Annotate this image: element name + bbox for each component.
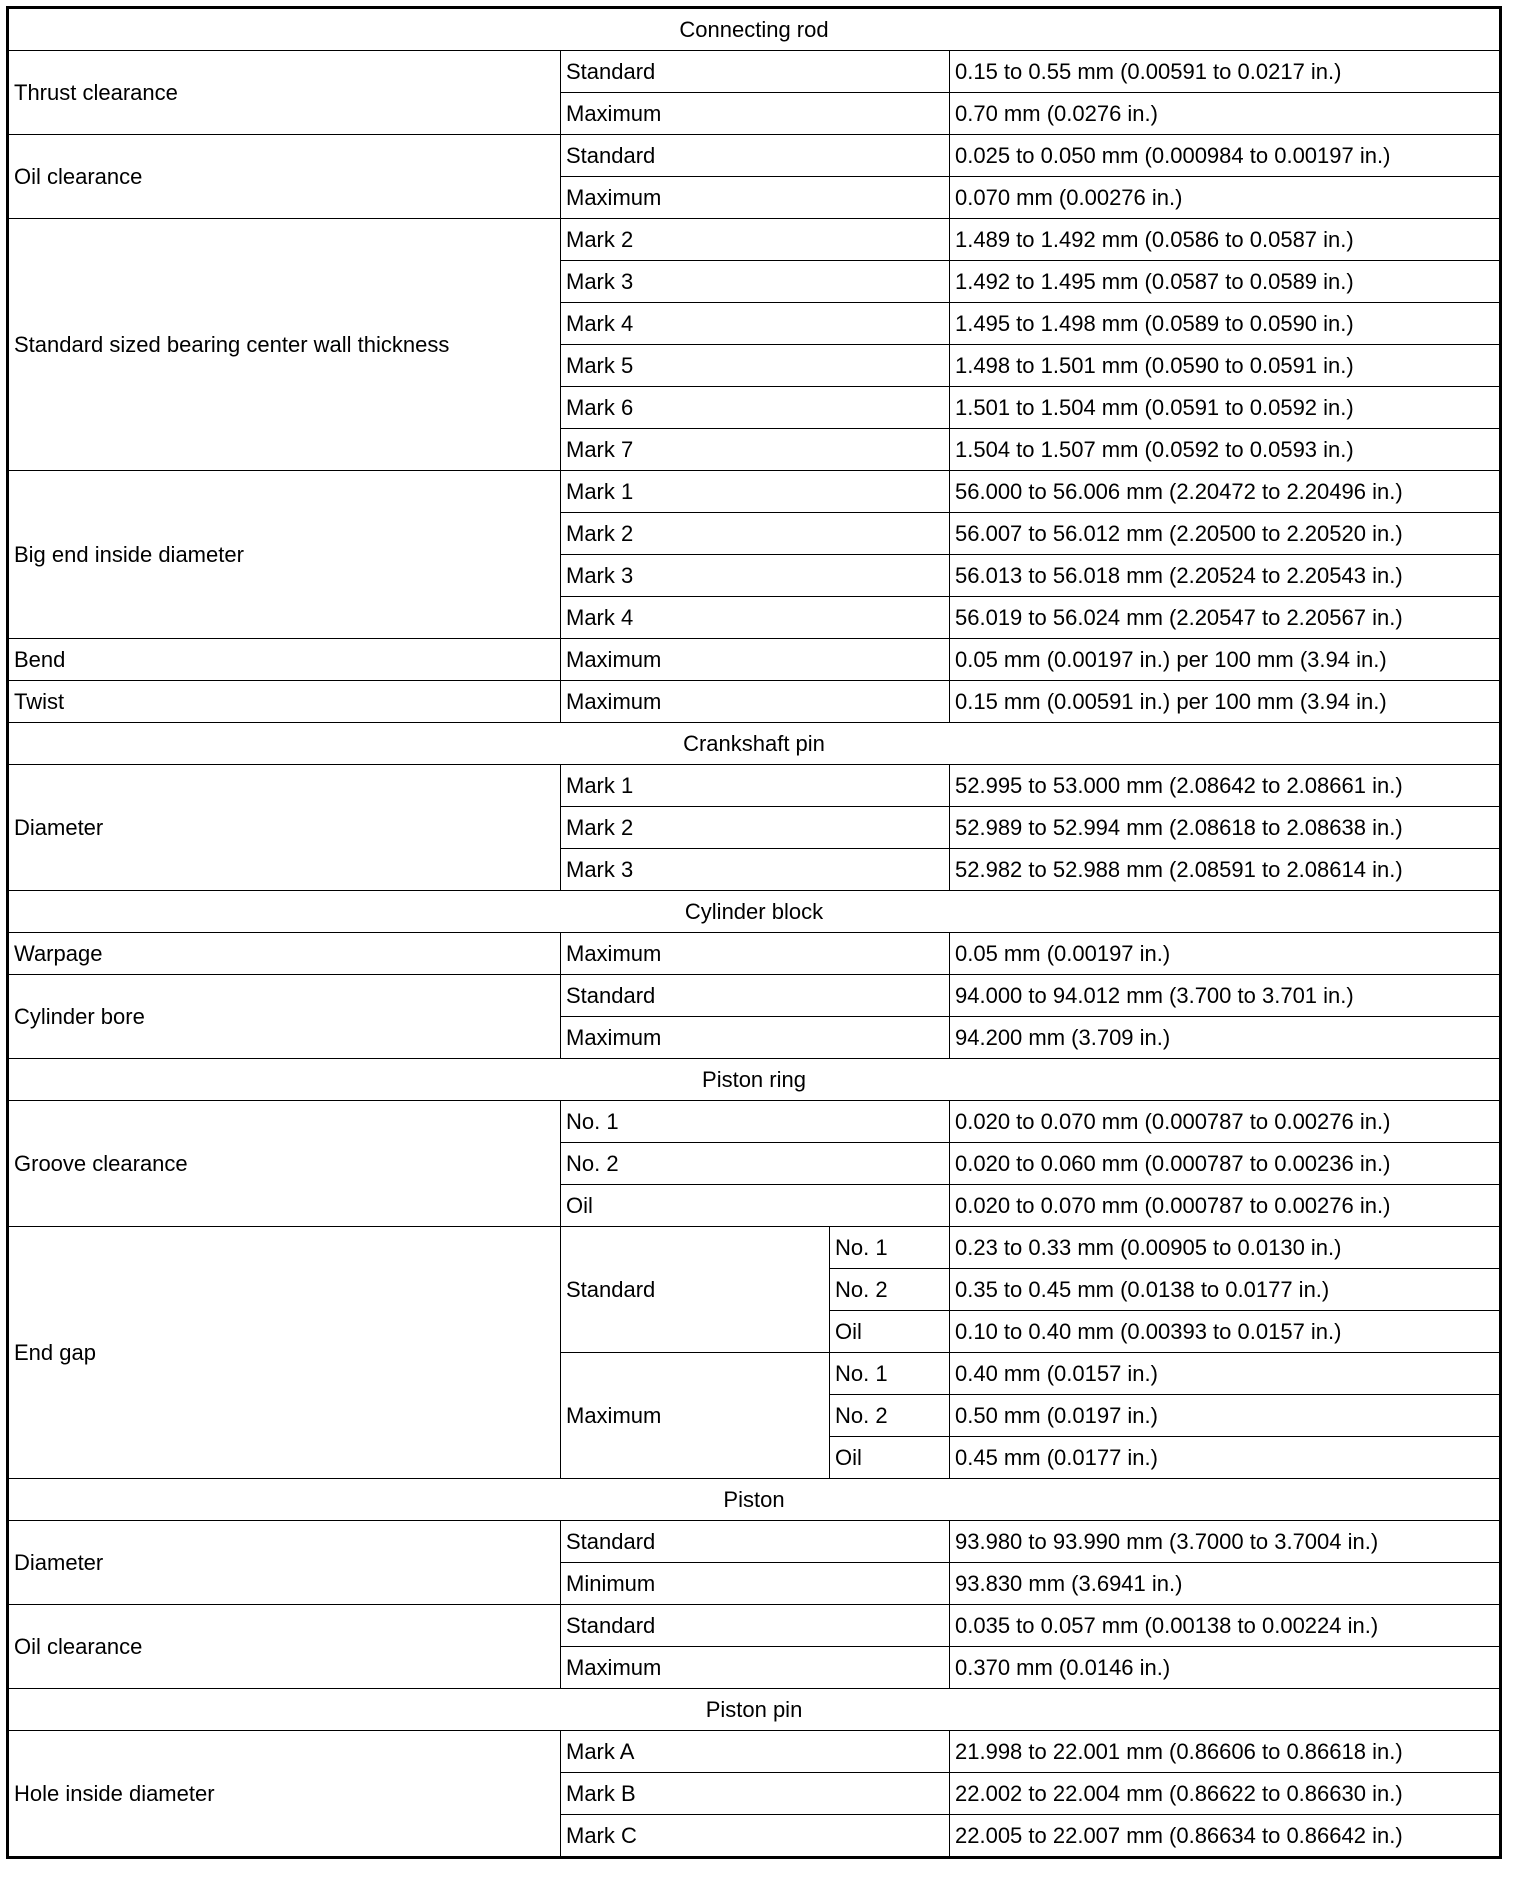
spec-value: 21.998 to 22.001 mm (0.86606 to 0.86618 in.) (950, 1731, 1501, 1773)
condition-label: No. 1 (561, 1101, 950, 1143)
spec-value: 56.007 to 56.012 mm (2.20500 to 2.20520 in.) (950, 513, 1501, 555)
condition-label: Standard (561, 1521, 950, 1563)
condition-label: Mark 1 (561, 765, 950, 807)
table-row (8, 975, 1501, 1017)
table-row (8, 933, 1501, 975)
condition-label: Maximum (561, 1353, 830, 1479)
spec-value: 0.020 to 0.070 mm (0.000787 to 0.00276 in.) (950, 1185, 1501, 1227)
spec-value: 0.020 to 0.060 mm (0.000787 to 0.00236 in.) (950, 1143, 1501, 1185)
condition-label: Maximum (561, 1017, 950, 1059)
condition-label: No. 2 (561, 1143, 950, 1185)
section-header-row (8, 1689, 1501, 1731)
spec-value: 0.35 to 0.45 mm (0.0138 to 0.0177 in.) (950, 1269, 1501, 1311)
spec-value: 0.035 to 0.057 mm (0.00138 to 0.00224 in.) (950, 1605, 1501, 1647)
condition-label: Mark 3 (561, 555, 950, 597)
condition-label: Oil (561, 1185, 950, 1227)
section-title: Piston (8, 1479, 1501, 1521)
condition-label: Mark 2 (561, 807, 950, 849)
condition-label: Maximum (561, 933, 950, 975)
spec-value: 1.495 to 1.498 mm (0.0589 to 0.0590 in.) (950, 303, 1501, 345)
condition-label: Minimum (561, 1563, 950, 1605)
sub-label: Oil (830, 1311, 950, 1353)
spec-value: 0.15 to 0.55 mm (0.00591 to 0.0217 in.) (950, 51, 1501, 93)
table-row (8, 1227, 1501, 1269)
section-header-row (8, 8, 1501, 51)
spec-value: 0.025 to 0.050 mm (0.000984 to 0.00197 in.) (950, 135, 1501, 177)
condition-label: Mark C (561, 1815, 950, 1858)
section-title: Connecting rod (8, 8, 1501, 51)
spec-value: 56.019 to 56.024 mm (2.20547 to 2.20567 in.) (950, 597, 1501, 639)
spec-value: 0.45 mm (0.0177 in.) (950, 1437, 1501, 1479)
spec-value: 0.10 to 0.40 mm (0.00393 to 0.0157 in.) (950, 1311, 1501, 1353)
condition-label: Mark 5 (561, 345, 950, 387)
condition-label: Mark 3 (561, 849, 950, 891)
spec-value: 1.501 to 1.504 mm (0.0591 to 0.0592 in.) (950, 387, 1501, 429)
condition-label: Maximum (561, 681, 950, 723)
specifications-table (6, 6, 1502, 1859)
condition-label: Standard (561, 1227, 830, 1353)
spec-value: 52.989 to 52.994 mm (2.08618 to 2.08638 in.) (950, 807, 1501, 849)
spec-value: 93.980 to 93.990 mm (3.7000 to 3.7004 in.) (950, 1521, 1501, 1563)
spec-value: 0.370 mm (0.0146 in.) (950, 1647, 1501, 1689)
spec-value: 93.830 mm (3.6941 in.) (950, 1563, 1501, 1605)
section-header-row (8, 1059, 1501, 1101)
section-header-row (8, 891, 1501, 933)
table-row (8, 639, 1501, 681)
section-header-row (8, 723, 1501, 765)
condition-label: Mark 2 (561, 513, 950, 555)
table-row (8, 51, 1501, 93)
spec-value: 0.070 mm (0.00276 in.) (950, 177, 1501, 219)
item-label: Groove clearance (8, 1101, 561, 1227)
table-row (8, 471, 1501, 513)
item-label: Bend (8, 639, 561, 681)
sub-label: No. 2 (830, 1269, 950, 1311)
condition-label: Maximum (561, 177, 950, 219)
table-row (8, 681, 1501, 723)
item-label: Cylinder bore (8, 975, 561, 1059)
condition-label: Mark 2 (561, 219, 950, 261)
spec-value: 56.000 to 56.006 mm (2.20472 to 2.20496 in.) (950, 471, 1501, 513)
spec-value: 94.000 to 94.012 mm (3.700 to 3.701 in.) (950, 975, 1501, 1017)
spec-value: 1.492 to 1.495 mm (0.0587 to 0.0589 in.) (950, 261, 1501, 303)
condition-label: Mark 1 (561, 471, 950, 513)
item-label: Big end inside diameter (8, 471, 561, 639)
table-row (8, 135, 1501, 177)
condition-label: Standard (561, 1605, 950, 1647)
table-row (8, 765, 1501, 807)
sub-label: No. 1 (830, 1353, 950, 1395)
condition-label: Mark 4 (561, 303, 950, 345)
item-label: Warpage (8, 933, 561, 975)
table-row (8, 219, 1501, 261)
condition-label: Mark 7 (561, 429, 950, 471)
specifications-body (8, 8, 1501, 1858)
condition-label: Mark A (561, 1731, 950, 1773)
condition-label: Standard (561, 975, 950, 1017)
condition-label: Mark 3 (561, 261, 950, 303)
item-label: Standard sized bearing center wall thickness (8, 219, 561, 471)
spec-value: 22.002 to 22.004 mm (0.86622 to 0.86630 in.) (950, 1773, 1501, 1815)
sub-label: No. 2 (830, 1395, 950, 1437)
spec-value: 94.200 mm (3.709 in.) (950, 1017, 1501, 1059)
sub-label: Oil (830, 1437, 950, 1479)
spec-value: 1.498 to 1.501 mm (0.0590 to 0.0591 in.) (950, 345, 1501, 387)
item-label: Oil clearance (8, 135, 561, 219)
item-label: Diameter (8, 1521, 561, 1605)
table-row (8, 1101, 1501, 1143)
table-row (8, 1731, 1501, 1773)
item-label: Thrust clearance (8, 51, 561, 135)
condition-label: Maximum (561, 639, 950, 681)
spec-value: 22.005 to 22.007 mm (0.86634 to 0.86642 in.) (950, 1815, 1501, 1858)
spec-value: 52.982 to 52.988 mm (2.08591 to 2.08614 in.) (950, 849, 1501, 891)
section-title: Crankshaft pin (8, 723, 1501, 765)
table-row (8, 1605, 1501, 1647)
condition-label: Standard (561, 135, 950, 177)
item-label: Hole inside diameter (8, 1731, 561, 1858)
section-header-row (8, 1479, 1501, 1521)
spec-value: 52.995 to 53.000 mm (2.08642 to 2.08661 in.) (950, 765, 1501, 807)
spec-value: 0.70 mm (0.0276 in.) (950, 93, 1501, 135)
section-title: Cylinder block (8, 891, 1501, 933)
condition-label: Mark 6 (561, 387, 950, 429)
condition-label: Standard (561, 51, 950, 93)
spec-value: 56.013 to 56.018 mm (2.20524 to 2.20543 in.) (950, 555, 1501, 597)
section-title: Piston pin (8, 1689, 1501, 1731)
condition-label: Maximum (561, 1647, 950, 1689)
spec-value: 0.40 mm (0.0157 in.) (950, 1353, 1501, 1395)
condition-label: Maximum (561, 93, 950, 135)
table-row (8, 1521, 1501, 1563)
condition-label: Mark 4 (561, 597, 950, 639)
sub-label: No. 1 (830, 1227, 950, 1269)
spec-value: 0.15 mm (0.00591 in.) per 100 mm (3.94 in.) (950, 681, 1501, 723)
spec-value: 0.50 mm (0.0197 in.) (950, 1395, 1501, 1437)
item-label: End gap (8, 1227, 561, 1479)
spec-value: 0.020 to 0.070 mm (0.000787 to 0.00276 in.) (950, 1101, 1501, 1143)
spec-value: 0.05 mm (0.00197 in.) per 100 mm (3.94 in.) (950, 639, 1501, 681)
section-title: Piston ring (8, 1059, 1501, 1101)
spec-value: 0.05 mm (0.00197 in.) (950, 933, 1501, 975)
item-label: Diameter (8, 765, 561, 891)
condition-label: Mark B (561, 1773, 950, 1815)
spec-value: 1.504 to 1.507 mm (0.0592 to 0.0593 in.) (950, 429, 1501, 471)
spec-value: 1.489 to 1.492 mm (0.0586 to 0.0587 in.) (950, 219, 1501, 261)
item-label: Oil clearance (8, 1605, 561, 1689)
spec-value: 0.23 to 0.33 mm (0.00905 to 0.0130 in.) (950, 1227, 1501, 1269)
item-label: Twist (8, 681, 561, 723)
